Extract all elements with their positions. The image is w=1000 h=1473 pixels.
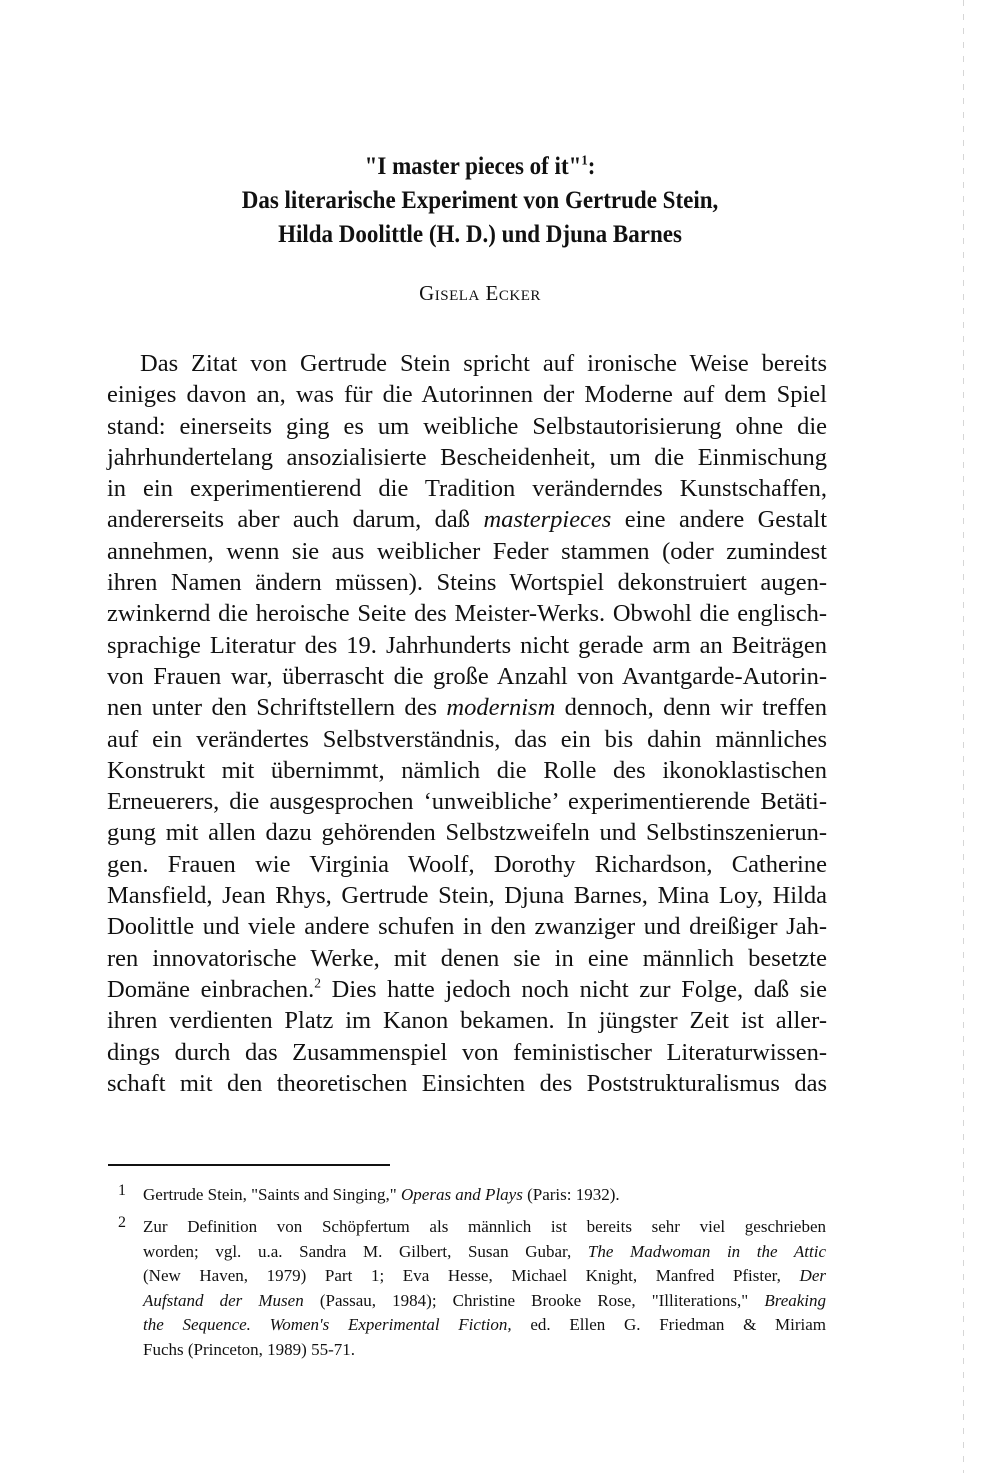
emphasis-modernism: modernism — [446, 694, 556, 722]
footnote-text: Gertrude Stein, "Saints and Singing," Operas and Plays (Paris: 1932). — [143, 1185, 620, 1204]
body-line: ihren verdienten Platz im Kanon bekamen. In jüngster Zeit ist aller- — [107, 1007, 827, 1035]
body-line: sprachige Literatur des 19. Jahrhunderts nicht gerade arm an Beiträgen — [107, 631, 827, 659]
body-line: stand: einerseits ging es um weibliche Selbstautorisierung ohne die — [107, 412, 827, 440]
footnote-number: 1 — [118, 1182, 126, 1199]
body-line: nen unter den Schriftstellern des modernism dennoch, denn wir treffen — [107, 694, 828, 722]
body-line: Konstrukt mit übernimmt, nämlich die Rolle des ikonoklastischen — [107, 756, 827, 784]
body-line: Doolittle und viele andere schufen in den zwanziger und dreißiger Jah- — [107, 913, 827, 941]
body-line: Domäne einbrachen.$^2$ Dies hatte jedoch noch nicht zur Folge, daß sie — [107, 975, 828, 1003]
title-line-1: "I master pieces of it"$^1$: — [364, 152, 596, 180]
article-title — [130, 150, 829, 252]
footnote-ref-2[interactable]: 2 — [314, 975, 321, 991]
footnote-text: Zur Definition von Schöpfertum als männlich ist bereits sehr viel geschrieben worden; vgl. u.a. Sandra M. Gilbert, Susan Gubar, The Madwoman in the Attic (New Haven, 1979) Part 1; Eva Hesse, Michael Knight, Manfred Pfister, Der Aufstand der Musen (Passau, 1984); Christine Brooke Rose, "Illiterations," Breaking the Sequence. Women's Experimental Fiction, ed. Ellen G. Friedman & Miriam Fuchs (Princeton, 1989) 55-71. — [143, 1217, 827, 1359]
title-line-3: Hilda Doolittle (H. D.) und Djuna Barnes — [278, 221, 682, 248]
body-line: einiges davon an, was für die Autorinnen der Moderne auf dem Spiel — [107, 381, 827, 409]
title-line-2: Das literarische Experiment von Gertrude Stein, — [241, 187, 719, 214]
body-line: gen. Frauen wie Virginia Woolf, Dorothy Richardson, Catherine — [107, 850, 827, 878]
emphasis-masterpieces: masterpieces — [483, 506, 612, 534]
body-line: dings durch das Zusammenspiel von feministischer Literaturwissen- — [107, 1038, 827, 1066]
body-line: Erneuerers, die ausgesprochen ‘unweibliche’ experimentierende Betäti- — [107, 788, 827, 816]
body-line: ihren Namen ändern müssen). Steins Wortspiel dekonstruiert augen- — [107, 569, 827, 597]
body-line: andererseits aber auch darum, daß masterpieces eine andere Gestalt — [107, 506, 828, 534]
scan-edge-line — [963, 0, 964, 1473]
body-line: Das Zitat von Gertrude Stein spricht auf ironische Weise bereits — [140, 350, 827, 377]
body-line: schaft mit den theoretischen Einsichten des Poststrukturalismus das — [107, 1069, 827, 1097]
author-name: GISELA ECKER — [419, 281, 541, 305]
footnote-divider — [108, 1164, 390, 1166]
body-line: auf ein verändertes Selbstverständnis, das ein bis dahin männliches — [107, 725, 827, 753]
footnote-ref-1[interactable]: 1 — [581, 152, 588, 168]
body-line: ren innovatorische Werke, mit denen sie in eine männlich besetzte — [107, 944, 827, 972]
body-line: in ein experimentierend die Tradition veränderndes Kunstschaffen, — [107, 475, 827, 503]
body-line: annehmen, wenn sie aus weiblicher Feder stammen (oder zumindest — [107, 537, 827, 565]
body-line: gung mit allen dazu gehörenden Selbstzweifeln und Selbstinszenierun- — [107, 819, 827, 847]
body-line: Mansfield, Jean Rhys, Gertrude Stein, Djuna Barnes, Mina Loy, Hilda — [107, 882, 827, 910]
body-paragraph — [107, 348, 827, 1099]
body-line: von Frauen war, überrascht die große Anzahl von Avantgarde-Autorin- — [107, 662, 827, 690]
body-line: zwinkernd die heroische Seite des Meister-Werks. Obwohl die englisch- — [107, 600, 827, 628]
footnote-number: 2 — [118, 1214, 126, 1231]
body-line: jahrhundertelang ansozialisierte Bescheidenheit, um die Einmischung — [107, 443, 827, 471]
